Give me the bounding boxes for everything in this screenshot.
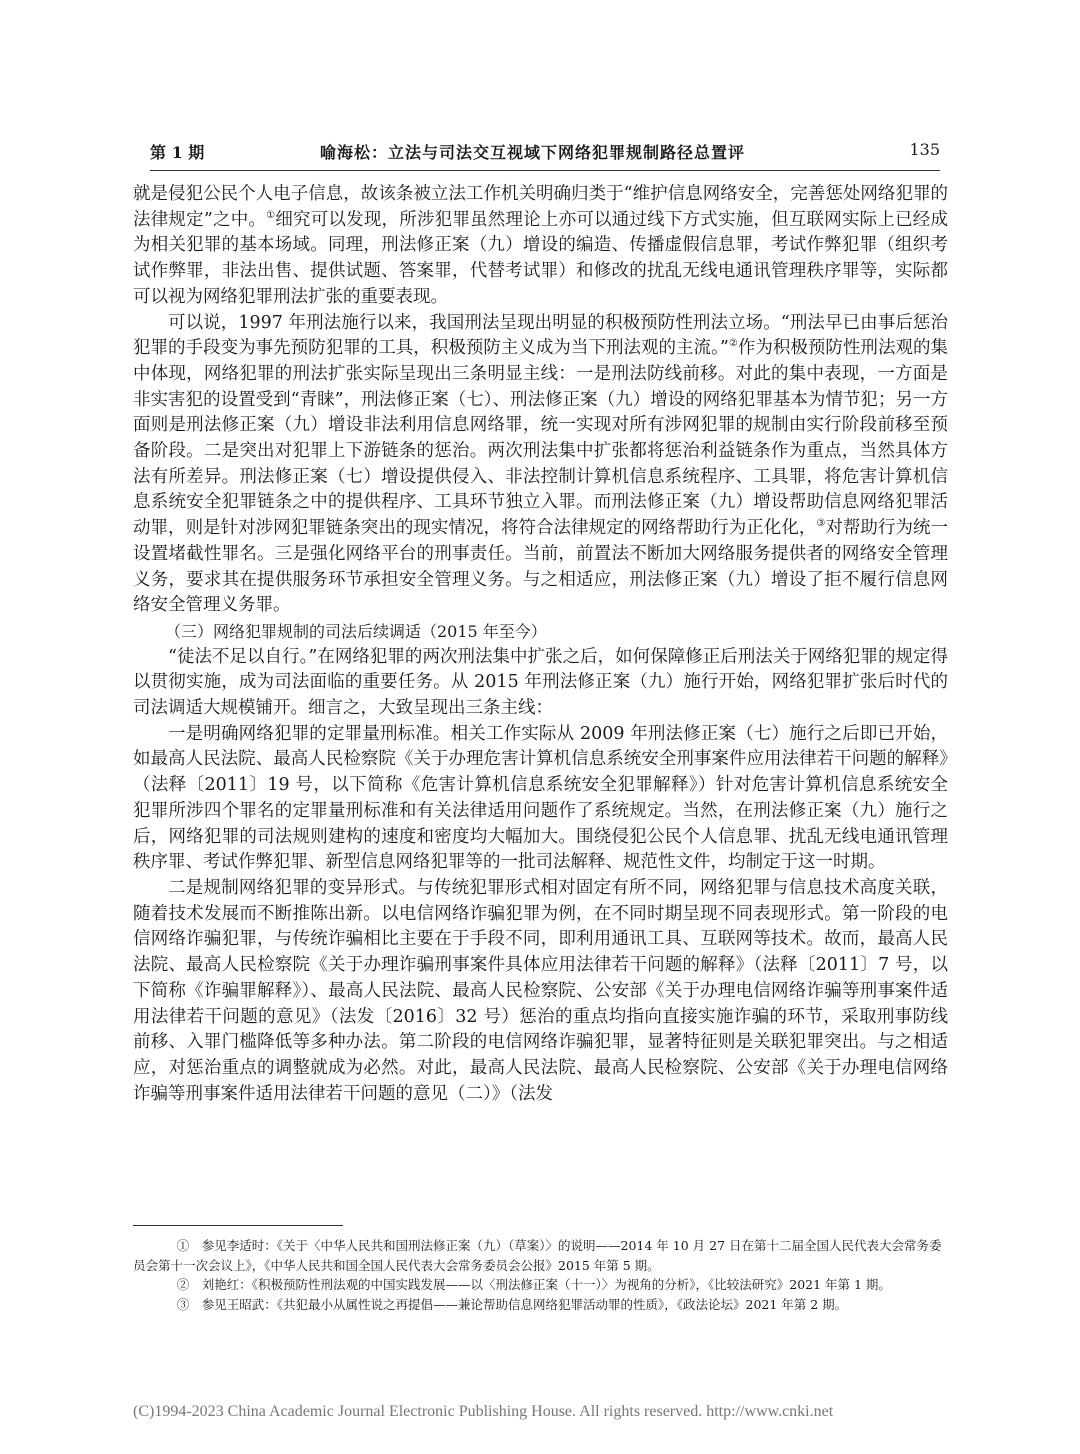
footnote: ① 参见李适时：《关于〈中华人民共和国刑法修正案（九）（草案）〉的说明——2014 年 10 月 27 日在第十二届全国人民代表大会常务委员会第十一次会议上》，《中华人民共和国全国人民代表大会常务委员会公报》2015 年第 5 期。 xyxy=(133,1238,942,1273)
paragraph: 二是规制网络犯罪的变异形式。与传统犯罪形式相对固定有所不同，网络犯罪与信息技术高度关联，随着技术发展而不断推陈出新。以电信网络诈骗犯罪为例，在不同时期呈现不同表现形式。第一阶段的电信网络诈骗犯罪，与传统诈骗相比主要在于手段不同，即利用通讯工具、互联网等技术。故而，最高人民法院、最高人民检察院《关于办理诈骗刑事案件具体应用法律若干问题的解释》（法释〔2011〕7 号，以下简称《诈骗罪解释》）、最高人民法院、最高人民检察院、公安部《关于办理电信网络诈骗等刑事案件适用法律若干问题的意见》（法发〔2016〕32 号）惩治的重点均指向直接实施诈骗的环节，采取刑事防线前移、入罪门槛降低等多种办法。第二阶段的电信网络诈骗犯罪，显著特征则是关联犯罪突出。与之相适应，对惩治重点的调整就成为必然。对此，最高人民法院、最高人民检察院、公安部《关于办理电信网络诈骗等刑事案件适用法律若干问题的意见（二）》（法发 xyxy=(133,877,948,1104)
paragraph: 可以说，1997 年刑法施行以来，我国刑法呈现出明显的积极预防性刑法立场。“刑法早已由事后惩治犯罪的手段变为事先预防犯罪的工具，积极预防主义成为当下刑法观的主流。”②作为积极预防性刑法观的集中体现，网络犯罪的刑法扩张实际呈现出三条明显主线：一是刑法防线前移。对此的集中表现，一方面是非实害犯的设置受到“青睐”，刑法修正案（七）、刑法修正案（九）增设的网络犯罪基本为情节犯；另一方面则是刑法修正案（九）增设非法利用信息网络罪，统一实现对所有涉网犯罪的规制由实行阶段前移至预备阶段。二是突出对犯罪上下游链条的惩治。两次刑法集中扩张都将惩治利益链条作为重点，当然具体方法有所差异。刑法修正案（七）增设提供侵入、非法控制计算机信息系统程序、工具罪，将危害计算机信息系统安全犯罪链条之中的提供程序、工具环节独立入罪。而刑法修正案（九）增设帮助信息网络犯罪活动罪，则是针对涉网犯罪链条突出的现实情况，将符合法律规定的网络帮助行为正化化，③对帮助行为统一设置堵截性罪名。三是强化网络平台的刑事责任。当前，前置法不断加大网络服务提供者的网络安全管理义务，要求其在提供服务环节承担安全管理义务。与之相适应，刑法修正案（九）增设了拒不履行信息网络安全管理义务罪。 xyxy=(133,312,949,616)
footnote-mark[interactable]: ② xyxy=(728,338,738,350)
footnote: ③ 参见王昭武：《共犯最小从属性说之再提倡——兼论帮助信息网络犯罪活动罪的性质》，《政法论坛》2021 年第 2 期。 xyxy=(176,1296,848,1312)
page-header xyxy=(150,134,940,171)
article-body xyxy=(133,182,948,1107)
footnote: ② 刘艳红：《积极预防性刑法观的中国实践发展——以〈刑法修正案（十一）〉为视角的分析》，《比较法研究》2021 年第 1 期。 xyxy=(176,1277,891,1292)
page-number: 135 xyxy=(909,140,940,159)
paragraph: 就是侵犯公民个人电子信息，故该条被立法工作机关明确归类于“维护信息网络安全，完善惩处网络犯罪的法律规定”之中。①细究可以发现，所涉犯罪虽然理论上亦可以通过线下方式实施，但互联网实际上已经成为相关犯罪的基本场域。同理，刑法修正案（九）增设的编造、传播虚假信息罪，考试作弊犯罪（组织考试作弊罪，非法出售、提供试题、答案罪，代替考试罪）和修改的扰乱无线电通讯管理秩序罪等，实际都可以视为网络犯罪刑法扩张的重要表现。 xyxy=(133,184,949,307)
issue-label: 第 1 期 xyxy=(150,143,205,162)
paragraph: 一是明确网络犯罪的定罪量刑标准。相关工作实际从 2009 年刑法修正案（七）施行之后即已开始，如最高人民法院、最高人民检察院《关于办理危害计算机信息系统安全刑事案件应用法律若干问题的解释》（法释〔2011〕19 号，以下简称《危害计算机信息系统安全犯罪解释》）针对危害计算机信息系统安全犯罪所涉四个罪名的定罪量刑标准和有关法律适用问题作了系统规定。当然，在刑法修正案（九）施行之后，网络犯罪的司法规则建构的速度和密度均大幅加大。围绕侵犯公民个人信息罪、扰乱无线电通讯管理秩序罪、考试作弊犯罪、新型信息网络犯罪等的一批司法解释、规范性文件，均制定于这一时期。 xyxy=(133,723,948,873)
running-title: 喻海松：立法与司法交互视域下网络犯罪规制路径总置评 xyxy=(320,143,746,162)
footnote-mark[interactable]: ① xyxy=(266,209,276,221)
paragraph: “徒法不足以自行。”在网络犯罪的两次刑法集中扩张之后，如何保障修正后刑法关于网络犯罪的规定得以贯彻实施，成为司法面临的重要任务。从 2015 年刑法修正案（九）施行开始，网络犯罪扩张后时代的司法调适大规模铺开。细言之，大致呈现出三条主线： xyxy=(133,646,948,719)
footnote-mark[interactable]: ③ xyxy=(816,518,826,530)
footnote-divider xyxy=(133,1225,343,1226)
section-subheading: （三）网络犯罪规制的司法后续调适（2015 年至今） xyxy=(165,621,547,641)
footnotes xyxy=(133,1236,948,1314)
copyright-notice: (C)1994-2023 China Academic Journal Electronic Publishing House. All rights reserved. http://www.cnki.net xyxy=(133,1403,834,1420)
